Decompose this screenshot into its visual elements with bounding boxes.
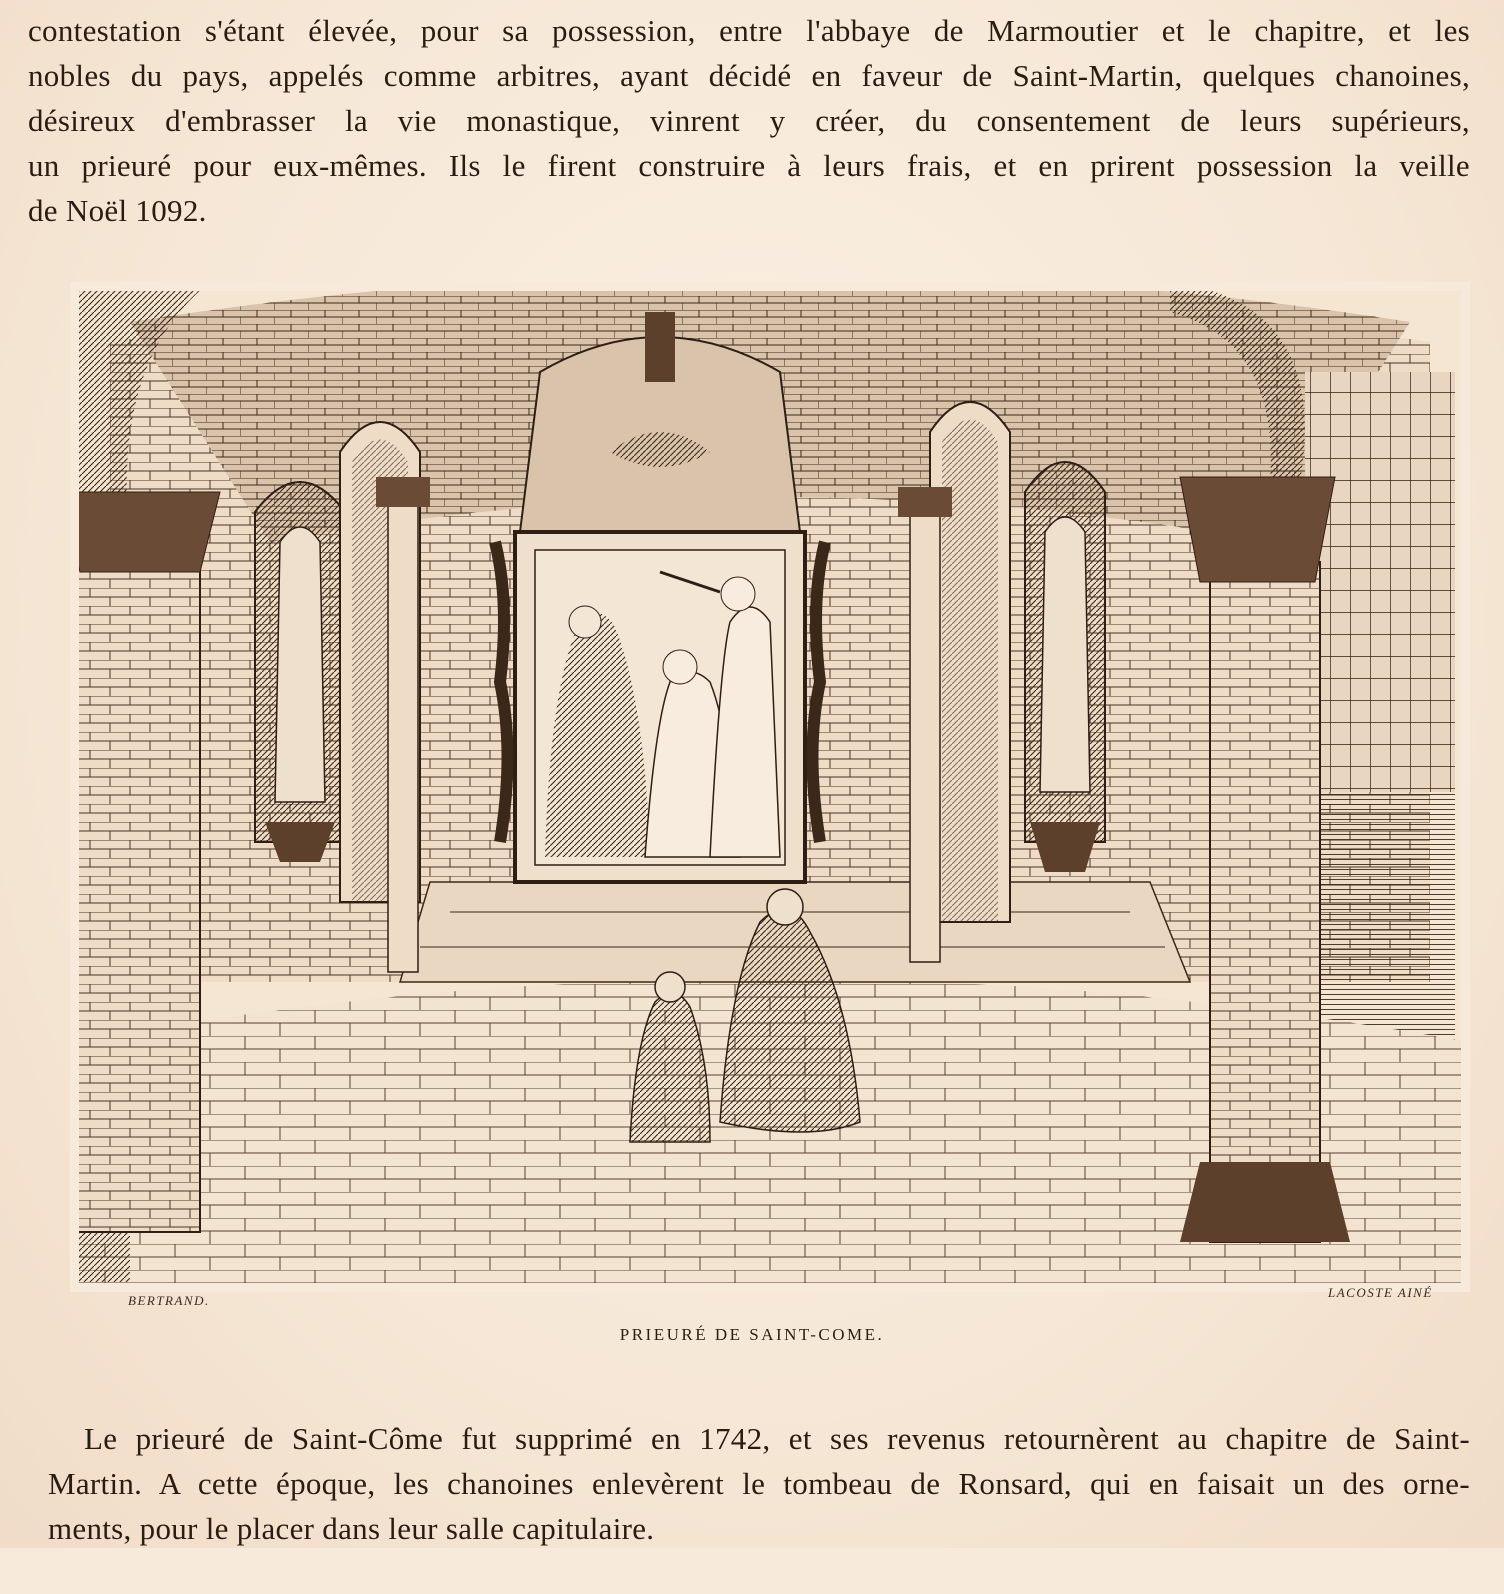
- left-column: [70, 532, 200, 1232]
- right-column: [1210, 562, 1320, 1242]
- text-line: désireux d'embrasser la vie monastique, vinrent y créer, du consentement de leurs supérieurs,: [28, 103, 1470, 138]
- engraver-signature-left: BERTRAND.: [128, 1293, 210, 1308]
- left-statue: [275, 527, 325, 802]
- text-line: Martin. A cette époque, les chanoines enlevèrent le tombeau de Ronsard, qui en faisait un des orne-: [48, 1466, 1470, 1501]
- engraving-drawing: [70, 282, 1470, 1292]
- text-line: contestation s'étant élevée, pour sa possession, entre l'abbaye de Marmoutier et le chapitre, et les: [28, 13, 1470, 48]
- text-line: un prieuré pour eux-mêmes. Ils le firent construire à leurs frais, et en prirent possession la veille: [28, 148, 1470, 183]
- illustration-caption: PRIEURÉ DE SAINT-COME.: [619, 1325, 885, 1344]
- engraving-illustration: [70, 282, 1470, 1594]
- engraver-signature-right: LACOSTE AINÉ: [1328, 1285, 1433, 1300]
- text-line: nobles du pays, appelés comme arbitres, ayant décidé en faveur de Saint-Martin, quelques chanoines,: [28, 58, 1470, 93]
- right-column-base: [1180, 1162, 1350, 1242]
- right-capital: [1180, 477, 1335, 582]
- leaded-window: [1305, 372, 1455, 792]
- bottom-paragraph: [48, 1416, 1470, 1551]
- left-capital: [70, 492, 220, 572]
- text-line: Le prieuré de Saint-Côme fut supprimé en 1742, et ses revenus retournèrent au chapitre de Saint-: [84, 1421, 1470, 1456]
- text-line: ments, pour le placer dans leur salle capitulaire.: [48, 1511, 655, 1546]
- altarpiece-finial: [645, 312, 675, 382]
- text-line: de Noël 1092.: [28, 193, 207, 228]
- top-paragraph: [28, 8, 1470, 233]
- right-statue: [1040, 517, 1090, 792]
